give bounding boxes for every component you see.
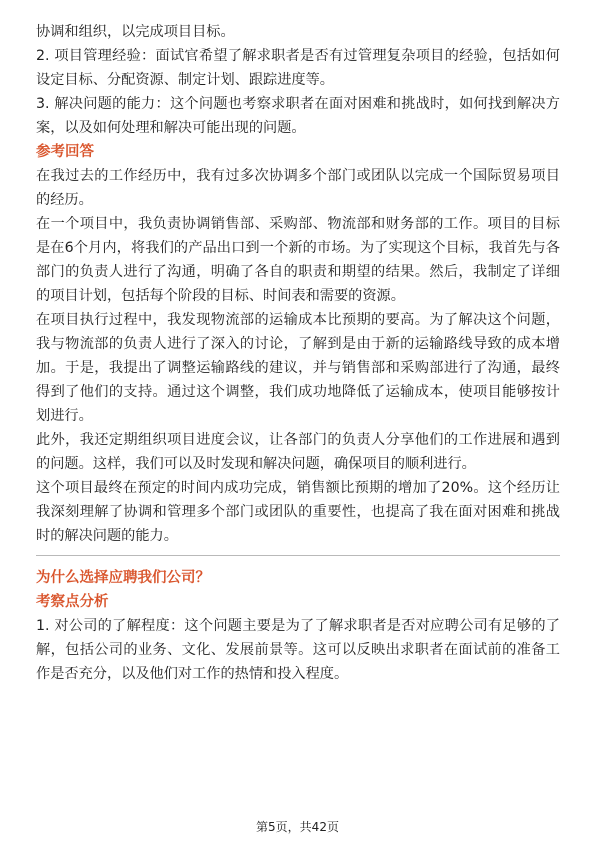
question-title: 为什么选择应聘我们公司？ [36,570,210,586]
answer-paragraph-4: 此外，我还定期组织项目进度会议，让各部门的负责人分享他们的工作进展和遇到的问题。这样，我们可以及时发现和解决问题，确保项目的顺利进行。 [36,432,560,472]
answer-paragraph-2: 在一个项目中，我负责协调销售部、采购部、物流部和财务部的工作。项目的目标是在6个月内，将我们的产品出口到一个新的市场。为了实现这个目标，我首先与各部门的负责人进行了沟通，明确了各自的职责和期望的结果。然后，我制定了详细的项目计划，包括每个阶段的目标、时间表和需要的资源。 [36,216,560,304]
analysis-label: 考察点分析 [36,594,109,610]
page-content [36,20,560,686]
answer-paragraph-5: 这个项目最终在预定的时间内成功完成，销售额比预期的增加了20%。这个经历让我深刻理解了协调和管理多个部门或团队的重要性，也提高了我在面对困难和挑战时的解决问题的能力。 [36,480,560,544]
page-number: 第5页，共42页 [256,820,339,834]
reference-answer-label: 参考回答 [36,144,94,160]
analysis-point-1: 1. 对公司的了解程度：这个问题主要是为了了解求职者是否对应聘公司有足够的了解，包括公司的业务、文化、发展前景等。这可以反映出求职者在面试前的准备工作是否充分，以及他们对工作的热情和投入程度。 [36,618,560,682]
continuation-text: 协调和组织，以完成项目目标。 [36,24,235,40]
answer-paragraph-3: 在项目执行过程中，我发现物流部的运输成本比预期的要高。为了解决这个问题，我与物流部的负责人进行了深入的讨论，了解到是由于新的运输路线导致的成本增加。于是，我提出了调整运输路线的建议，并与销售部和采购部进行了沟通，最终得到了他们的支持。通过这个调整，我们成功地降低了运输成本，使项目能够按计划进行。 [36,312,560,424]
answer-paragraph-1: 在我过去的工作经历中，我有过多次协调多个部门或团队以完成一个国际贸易项目的经历。 [36,168,560,208]
analysis-point-2: 2. 项目管理经验：面试官希望了解求职者是否有过管理复杂项目的经验，包括如何设定目标、分配资源、制定计划、跟踪进度等。 [36,48,560,88]
section-divider [36,555,560,556]
analysis-point-3: 3. 解决问题的能力：这个问题也考察求职者在面对困难和挑战时，如何找到解决方案，以及如何处理和解决可能出现的问题。 [36,96,560,136]
